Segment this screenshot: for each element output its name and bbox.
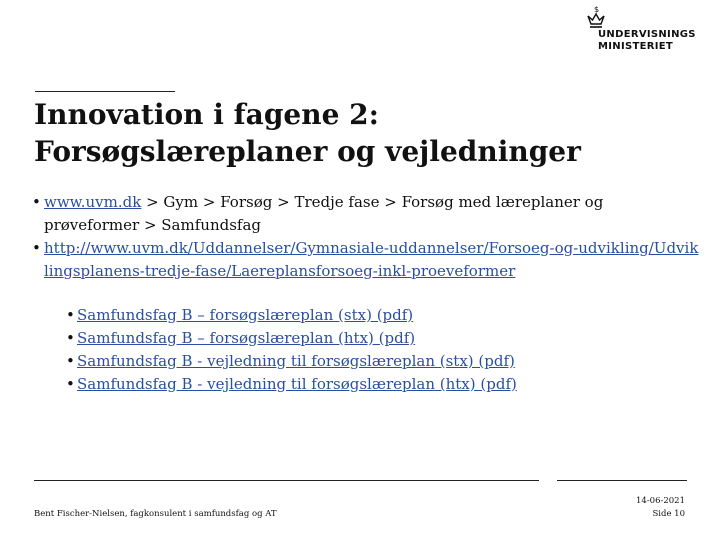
svg-text:$: $: [594, 5, 600, 14]
bullet-marker: •: [66, 306, 75, 324]
bullet-marker: •: [66, 329, 75, 347]
bullet-marker: •: [66, 352, 75, 370]
title-line-1: Innovation i fagene 2:: [34, 98, 379, 131]
list-item: [30, 237, 700, 283]
title-line-2: Forsøgslæreplaner og vejledninger: [34, 135, 581, 168]
footer-page-number: Side 10: [652, 509, 685, 519]
doc-link-htx-vejledning[interactable]: Samfundsfag B - vejledning til forsøgslæreplan (htx) (pdf): [77, 375, 517, 393]
crown-icon: [585, 4, 607, 30]
bullet-marker: •: [66, 375, 75, 393]
bullet-marker: •: [32, 193, 41, 211]
logo-line-2: MINISTERIET: [598, 41, 673, 52]
navigation-path-text: > Gym > Forsøg > Tredje fase > Forsøg med læreplaner og prøveformer > Samfundsfag: [44, 193, 604, 234]
list-item: [64, 304, 664, 327]
logo-line-1: UNDERVISNINGS: [598, 29, 696, 40]
footer-divider-left: [34, 480, 539, 481]
title-divider: [35, 91, 175, 92]
list-item: [64, 373, 664, 396]
uvm-long-url-link[interactable]: http://www.uvm.dk/Uddannelser/Gymnasiale-uddannelser/Forsoeg-og-udvikling/Udviklingsplanens-tredje-fase/Laereplansforsoeg-inkl-proeveformer: [44, 239, 699, 280]
document-link-list: [64, 304, 664, 396]
footer-date: 14-06-2021: [635, 496, 685, 506]
doc-link-stx-laereplan[interactable]: Samfundsfag B – forsøgslæreplan (stx) (pdf): [77, 306, 414, 324]
footer-divider-right: [557, 480, 687, 481]
list-item: [64, 350, 664, 373]
ministry-logo: [585, 4, 705, 54]
list-item: [30, 191, 700, 237]
bullet-marker: •: [32, 239, 41, 257]
list-item: [64, 327, 664, 350]
doc-link-stx-vejledning[interactable]: Samfundsfag B - vejledning til forsøgslæreplan (stx) (pdf): [77, 352, 515, 370]
slide-title: [34, 96, 694, 170]
footer-author: Bent Fischer-Nielsen, fagkonsulent i samfundsfag og AT: [34, 509, 277, 519]
footer-meta: [636, 495, 685, 521]
uvm-link[interactable]: www.uvm.dk: [44, 193, 142, 211]
doc-link-htx-laereplan[interactable]: Samfundsfag B – forsøgslæreplan (htx) (pdf): [77, 329, 416, 347]
main-bullet-list: [30, 191, 700, 283]
